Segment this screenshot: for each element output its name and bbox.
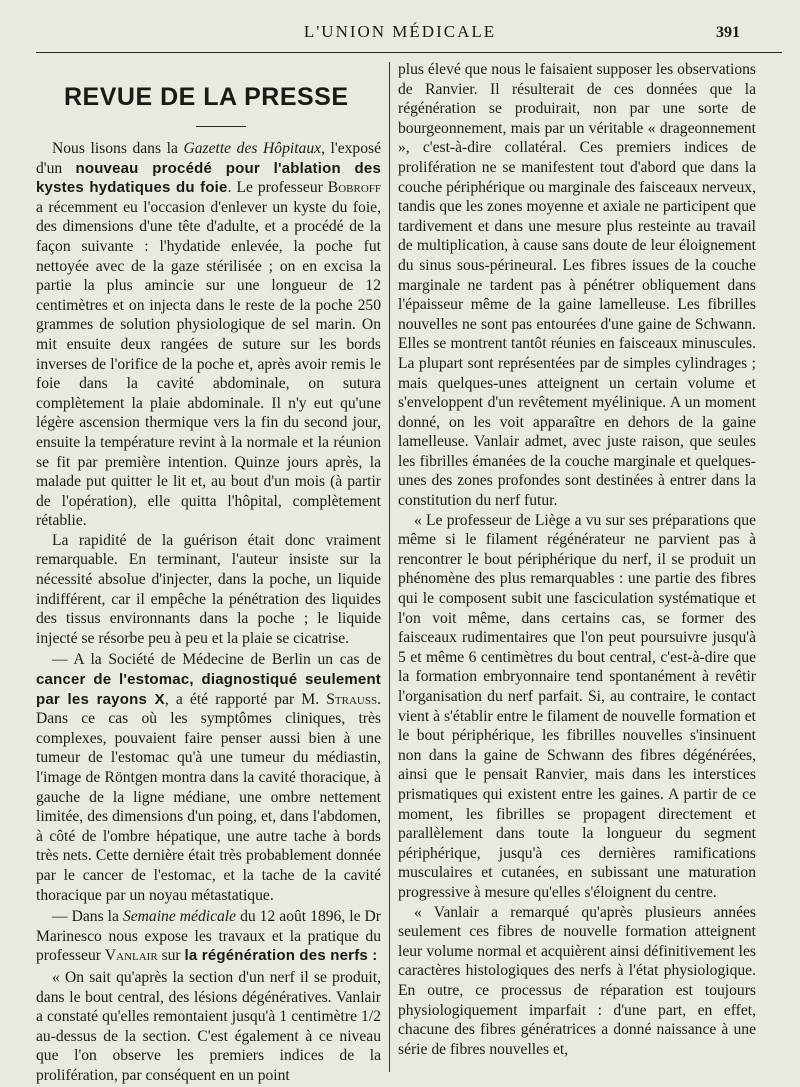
text-run: , a été rapporté par M. <box>164 690 327 708</box>
text-run: a récemment eu l'occasion d'enlever un kyste du foie, des dimensions d'une tête d'adulte, et a procédé de la façon suivante : l'hydatide enlevée, la poche fut nettoyée avec de la gaze stérilisée ; on en excisa la partie la plus amincie sur une longueur de 12 centimètres et on injecta dans le reste de la poche 250 grammes de solution physiologique de sel marin. On mit ensuite deux rangées de suture sur les bords inverses de l'orifice de la poche et, après avoir remis le foie dans la cavité abdominale, on sutura complètement la plaie abdominale. Il n'y eut qu'une légère ascension thermique vers la fin du second jour, ensuite la température revint à la normale et la réunion se fit par première intention. Quinze jours après, la malade put quitter le lit et, au bout d'un mois (à partir de l'opération), elle quitta l'hôpital, complètement rétablie. <box>36 198 381 530</box>
left-column <box>36 60 381 1086</box>
author-name: Bobroff <box>327 179 381 197</box>
article-topic: nouveau procédé pour l'ablation des kystes hydatiques du foie <box>36 159 382 197</box>
paragraph-continuation: plus élevé que nous le faisaient supposer les observations de Ranvier. Il résulterait de ces données que la régénération se produirait, non par une sorte de bourgeonnement, mais par un véritable « drageonnement », c'est-à-dire collatéral. Ces premiers indices de prolifération ne se manifestent tout d'abord que dans la couche périphérique ou marginale des faisceaux nerveux, tandis que les zones moyenne et axiale ne participent que tardivement et dans une mesure plus resteinte au travail de multiplication, à cause sans doute de leur éloignement du sinus sous-périneural. Les fibres issues de la couche marginale ne tardent pas à pénétrer obliquement dans l'épaisseur même de la gaine lamelleuse. Les fibrilles nouvelles ne sont pas entourées d'une gaine de Schwann. Elles se montrent tantôt réunies en faisceaux minuscules. La plupart sont représentées par de simples cylindrages ; mais quelques-unes atteignent un certain volume et s'enveloppent d'un revêtement myélinique. A un moment donné, on les voit apparaître en dehors de la gaine lamelleuse. Vanlair admet, avec juste raison, que seules les fibrilles émanées de la couche marginale et quelques-unes des zones profondes sont destinées à entrer dans la constitution du nerf futur. <box>398 61 756 510</box>
header-rule <box>36 52 782 53</box>
text-run: , l'exposé d'un <box>36 140 381 177</box>
source-title: Gazette des Hôpitaux <box>183 140 322 157</box>
author-name: Strauss <box>326 690 378 708</box>
title-rule <box>196 126 246 127</box>
text-run: du 12 août 1896, le Dr Marinesco nous expose les travaux et la pratique du professeur <box>36 908 381 965</box>
text-run: — A la Société de Médecine de Berlin un cas de <box>52 651 381 669</box>
paragraph-healing: La rapidité de la guérison était donc vraiment remarquable. En terminant, l'auteur insiste sur la nécessité absolue d'injecter, dans la poche, un liquide indifférent, car il empêche la pénétration des liquides des tissus environnants dans la poche ; le liquide injecté se résorbe peu à peu et la plaie se cicatrise. <box>36 531 381 647</box>
section-title: REVUE DE LA PRESSE <box>64 83 349 111</box>
paragraph-liege-observations: « Le professeur de Liège a vu sur ses préparations que même si le filament régénérateur ne parvient pas à rencontrer le bout périphérique du nerf, il se produit un phénomène des plus remarquables : une partie des fibres qui le composent subit une fasciculation systématique et l'on voit même, dans certains cas, se former des faisceaux rudimentaires que l'on peut poursuivre jusqu'à 5 et même 6 centimètres du bout central, c'est-à-dire que la formation embryonnaire tend spontanément à revêtir l'organisation du nerf parfait. Si, au contraire, le contact vient à s'établir entre le filament de nouvelle formation et le bout périphérique, les fibrilles nouvelles s'insinuent non dans la gaine de Schwann des fibres dégénérées, ainsi que le pensait Ranvier, mais dans les interstices prismatiques qui existent entre les gaines. A partir de ce moment, les fibrilles se propagent directement et parallèlement dans toute la longueur du segment périphérique, jusqu'à ces dernières ramifications musculaires et cutanées, en subissant une maturation progressive à mesure qu'elles s'éloignent du centre. <box>398 511 756 901</box>
paragraph-vanlair-remarks: « Vanlair a remarqué qu'après plusieurs années seulement ces fibres de nouvelle formation atteignent leur volume normal et acquièrent ainsi définitivement les caractères histologiques des nerfs à l'état physiologique. En outre, ce processus de réparation est toujours physiologiquement imparfait : d'une part, en effet, chacune des fibres génératrices a donné naissance à une série de fibres nouvelles et, <box>398 903 756 1058</box>
text-run: — Dans la <box>52 908 123 926</box>
paragraph-quote-start: « On sait qu'après la section d'un nerf il se produit, dans le bout central, des lésions dégénératives. Vanlair a constaté qu'elles remontaient jusqu'à 1 centimètre 1/2 au-dessus de la section. C'est également à ce niveau que l'on observe les premiers indices de la prolifération, par conséquent en un point <box>36 968 381 1084</box>
article-topic: la régénération des nerfs : <box>184 947 378 965</box>
text-run: sur <box>157 947 185 965</box>
author-name: Vanlair <box>104 947 158 965</box>
text-run: . Le professeur <box>227 179 328 197</box>
source-title: Semaine médicale <box>122 908 237 926</box>
paragraph-nerve-regeneration-intro <box>36 907 381 966</box>
column-divider <box>389 62 390 1072</box>
text-run: . Dans ce cas où les symptômes cliniques, très complexes, pouvaient faire penser aussi bien à une tumeur de l'estomac qu'à une tumeur du médiastin, l'image de Röntgen montra dans la cavité thoracique, à gauche de la ligne médiane, une ombre nettement limitée, des dimensions d'un poing, et, dans l'abdomen, à côté de l'ombre hépatique, une autre tache à bords très nets. Cette dernière était très probablement donnée par le cancer de l'estomac, et la tache de la cavité thoracique par un noyau métastatique. <box>36 690 382 904</box>
page-number: 391 <box>716 24 740 41</box>
paragraph-stomach-cancer <box>36 650 381 905</box>
journal-title: L'UNION MÉDICALE <box>303 22 497 41</box>
right-column <box>398 60 756 1059</box>
article-topic: cancer de l'estomac, diagnostiqué seulement par les rayons X <box>36 671 381 708</box>
text-run: Nous lisons dans la <box>52 140 184 157</box>
running-head <box>0 18 800 48</box>
paragraph-hydatid-cyst <box>36 139 381 531</box>
